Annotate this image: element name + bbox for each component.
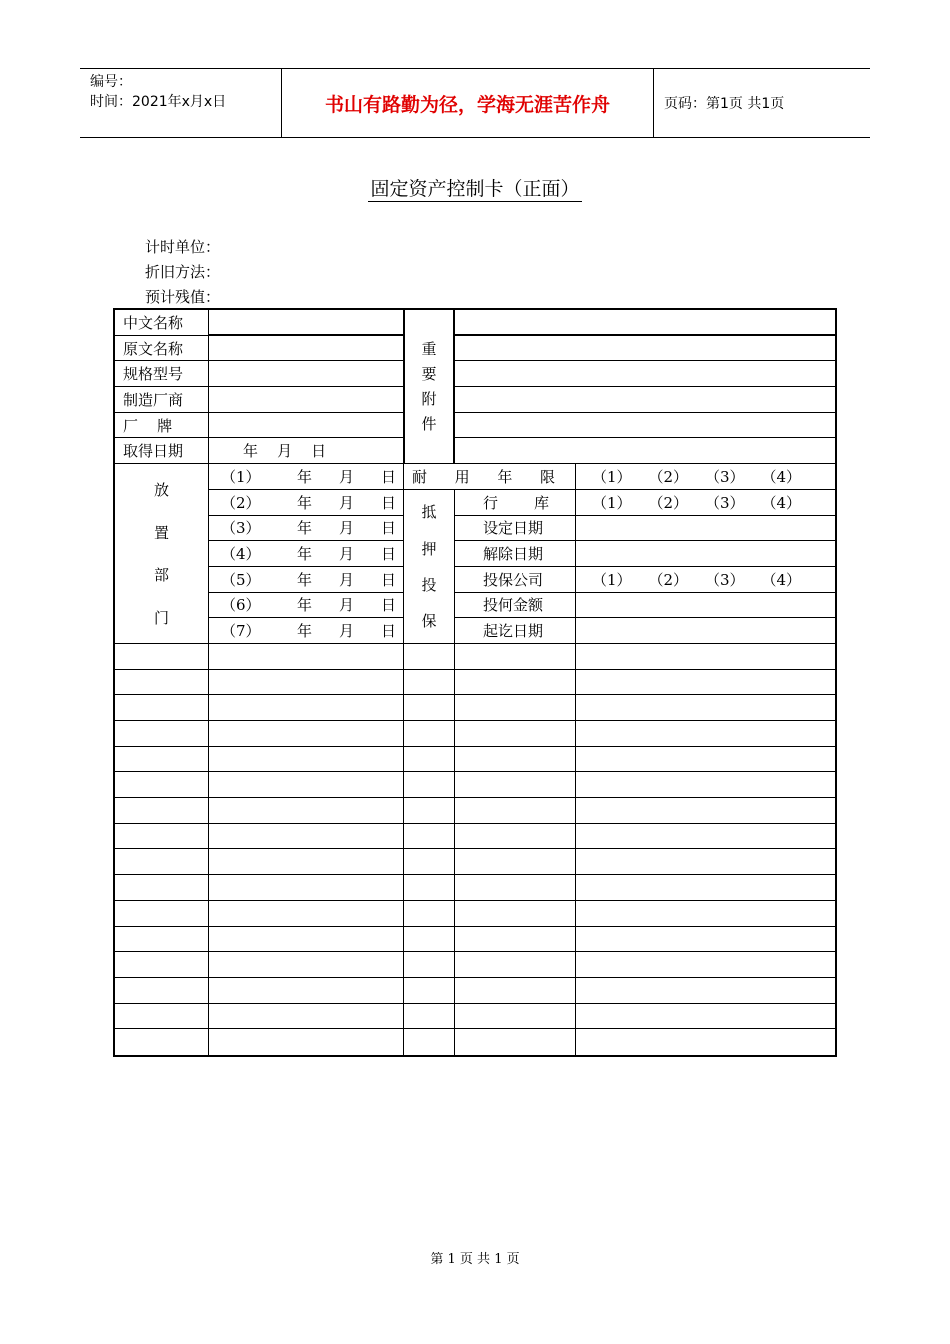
important-parts-char: 附 <box>421 389 437 408</box>
label-insured-amount: 投何金额 <box>455 593 576 619</box>
label-insurer: 投保公司 <box>455 567 576 593</box>
blank-cell[interactable] <box>576 721 835 747</box>
field-spec-model[interactable] <box>209 361 404 387</box>
blank-cell[interactable] <box>455 978 576 1004</box>
blank-cell[interactable] <box>404 901 455 927</box>
blank-cell[interactable] <box>576 798 835 824</box>
label-brand: 厂 牌 <box>115 413 209 439</box>
blank-cell[interactable] <box>404 798 455 824</box>
blank-cell[interactable] <box>404 875 455 901</box>
blank-cell[interactable] <box>115 798 209 824</box>
blank-cell[interactable] <box>404 849 455 875</box>
field-chinese-name[interactable] <box>209 310 404 336</box>
label-bank: 行 库 <box>455 490 576 516</box>
blank-cell[interactable] <box>209 670 404 696</box>
asset-control-table <box>113 308 837 1057</box>
blank-cell[interactable] <box>404 644 455 670</box>
blank-cell[interactable] <box>576 772 835 798</box>
blank-cell[interactable] <box>115 644 209 670</box>
blank-cell[interactable] <box>115 1029 209 1055</box>
meta-residual: 预计残值： <box>145 288 221 306</box>
blank-cell[interactable] <box>404 1004 455 1030</box>
blank-cell[interactable] <box>455 824 576 850</box>
placement-char: 置 <box>153 523 169 542</box>
blank-cell[interactable] <box>576 875 835 901</box>
blank-cell[interactable] <box>115 772 209 798</box>
blank-cell[interactable] <box>455 927 576 953</box>
field-parts-2[interactable] <box>455 336 835 362</box>
placement-char: 放 <box>153 480 169 499</box>
blank-cell[interactable] <box>455 670 576 696</box>
page-header <box>80 68 870 138</box>
blank-cell[interactable] <box>576 927 835 953</box>
blank-cell[interactable] <box>115 670 209 696</box>
field-parts-6[interactable] <box>455 438 835 464</box>
blank-cell[interactable] <box>404 670 455 696</box>
placement-date-5[interactable]: （5） 年 月 日 <box>209 567 404 593</box>
blank-cell[interactable] <box>404 747 455 773</box>
blank-cell[interactable] <box>115 901 209 927</box>
blank-cell[interactable] <box>115 824 209 850</box>
label-manufacturer: 制造厂商 <box>115 387 209 413</box>
blank-cell[interactable] <box>455 1029 576 1055</box>
blank-cell[interactable] <box>576 644 835 670</box>
field-manufacturer[interactable] <box>209 387 404 413</box>
blank-cell[interactable] <box>209 772 404 798</box>
label-release-date: 解除日期 <box>455 541 576 567</box>
label-original-name: 原文名称 <box>115 336 209 362</box>
blank-cell[interactable] <box>576 695 835 721</box>
blank-cell[interactable] <box>209 721 404 747</box>
important-parts-char: 要 <box>421 364 437 383</box>
time-label: 时间：2021年x月x日 <box>90 94 227 110</box>
label-set-date: 设定日期 <box>455 516 576 542</box>
service-life-options[interactable]: （1） （2） （3） （4） <box>576 464 835 490</box>
title-text: 固定资产控制卡（正面） <box>370 178 580 200</box>
blank-cell[interactable] <box>576 670 835 696</box>
blank-cell[interactable] <box>576 952 835 978</box>
blank-cell[interactable] <box>209 798 404 824</box>
placement-label <box>115 464 209 644</box>
label-acquire-date: 取得日期 <box>115 438 209 464</box>
blank-cell[interactable] <box>404 1029 455 1055</box>
field-set-date[interactable] <box>576 516 835 542</box>
meta-unit: 计时单位： <box>145 238 221 256</box>
blank-cell[interactable] <box>576 849 835 875</box>
label-spec-model: 规格型号 <box>115 361 209 387</box>
blank-cell[interactable] <box>209 927 404 953</box>
blank-cell[interactable] <box>576 1029 835 1055</box>
insurer-options[interactable]: （1） （2） （3） （4） <box>576 567 835 593</box>
header-left <box>80 69 282 137</box>
blank-cell[interactable] <box>404 978 455 1004</box>
blank-cell[interactable] <box>115 695 209 721</box>
bank-options[interactable]: （1） （2） （3） （4） <box>576 490 835 516</box>
label-service-life: 耐 用 年 限 <box>404 464 576 490</box>
blank-cell[interactable] <box>404 695 455 721</box>
number-label: 编号： <box>90 74 132 90</box>
blank-cell[interactable] <box>209 1004 404 1030</box>
blank-cell[interactable] <box>576 824 835 850</box>
blank-cell[interactable] <box>209 824 404 850</box>
field-release-date[interactable] <box>576 541 835 567</box>
field-brand[interactable] <box>209 413 404 439</box>
blank-cell[interactable] <box>455 747 576 773</box>
blank-cell[interactable] <box>209 849 404 875</box>
blank-cell[interactable] <box>455 875 576 901</box>
meta-depreciation: 折旧方法： <box>145 263 221 281</box>
field-insured-amount[interactable] <box>576 593 835 619</box>
page-title <box>0 174 950 201</box>
placement-char: 部 <box>153 566 169 585</box>
field-parts-4[interactable] <box>455 387 835 413</box>
blank-cell[interactable] <box>576 978 835 1004</box>
blank-cell[interactable] <box>209 747 404 773</box>
field-original-name[interactable] <box>209 336 404 362</box>
blank-cell[interactable] <box>209 875 404 901</box>
page-footer: 第 1 页 共 1 页 <box>430 1252 520 1267</box>
blank-cell[interactable] <box>576 747 835 773</box>
blank-cell[interactable] <box>209 901 404 927</box>
blank-cell[interactable] <box>115 952 209 978</box>
placement-char: 门 <box>153 609 169 628</box>
blank-cell[interactable] <box>209 978 404 1004</box>
blank-cell[interactable] <box>209 952 404 978</box>
blank-cell[interactable] <box>455 1004 576 1030</box>
header-slogan: 书山有路勤为径，学海无涯苦作舟 <box>282 69 654 137</box>
field-acquire-date[interactable]: 年 月 日 <box>209 438 404 464</box>
label-period: 起讫日期 <box>455 618 576 644</box>
blank-cell[interactable] <box>455 952 576 978</box>
blank-cell[interactable] <box>455 849 576 875</box>
blank-cell[interactable] <box>115 849 209 875</box>
header-page-info: 页码：第1页 共1页 <box>664 96 785 112</box>
placement-date-7[interactable]: （7） 年 月 日 <box>209 618 404 644</box>
blank-cell[interactable] <box>115 721 209 747</box>
blank-cell[interactable] <box>455 644 576 670</box>
placement-date-6[interactable]: （6） 年 月 日 <box>209 593 404 619</box>
field-parts-1[interactable] <box>455 310 835 336</box>
field-parts-3[interactable] <box>455 361 835 387</box>
blank-cell[interactable] <box>404 952 455 978</box>
blank-cell[interactable] <box>404 927 455 953</box>
blank-cell[interactable] <box>576 1004 835 1030</box>
blank-cell[interactable] <box>115 875 209 901</box>
field-parts-5[interactable] <box>455 413 835 439</box>
blank-cell[interactable] <box>209 1029 404 1055</box>
field-period[interactable] <box>576 618 835 644</box>
blank-cell[interactable] <box>115 1004 209 1030</box>
label-chinese-name: 中文名称 <box>115 310 209 336</box>
placement-date-1[interactable]: （1） 年 月 日 <box>209 464 404 490</box>
blank-cell[interactable] <box>455 798 576 824</box>
blank-cell[interactable] <box>209 644 404 670</box>
blank-cell[interactable] <box>455 695 576 721</box>
blank-cell[interactable] <box>455 721 576 747</box>
placement-date-4[interactable]: （4） 年 月 日 <box>209 541 404 567</box>
blank-cell[interactable] <box>404 824 455 850</box>
blank-cell[interactable] <box>115 927 209 953</box>
blank-cell[interactable] <box>115 978 209 1004</box>
blank-cell[interactable] <box>115 747 209 773</box>
placement-date-3[interactable]: （3） 年 月 日 <box>209 516 404 542</box>
blank-cell[interactable] <box>576 901 835 927</box>
blank-cell[interactable] <box>455 901 576 927</box>
placement-date-2[interactable]: （2） 年 月 日 <box>209 490 404 516</box>
blank-cell[interactable] <box>455 772 576 798</box>
important-parts-char: 件 <box>421 414 437 433</box>
important-parts-label <box>404 310 455 464</box>
mortgage-insure-label: 抵 押 投 保 <box>404 490 455 644</box>
important-parts-char: 重 <box>421 339 437 358</box>
blank-cell[interactable] <box>404 772 455 798</box>
blank-cell[interactable] <box>209 695 404 721</box>
blank-cell[interactable] <box>404 721 455 747</box>
